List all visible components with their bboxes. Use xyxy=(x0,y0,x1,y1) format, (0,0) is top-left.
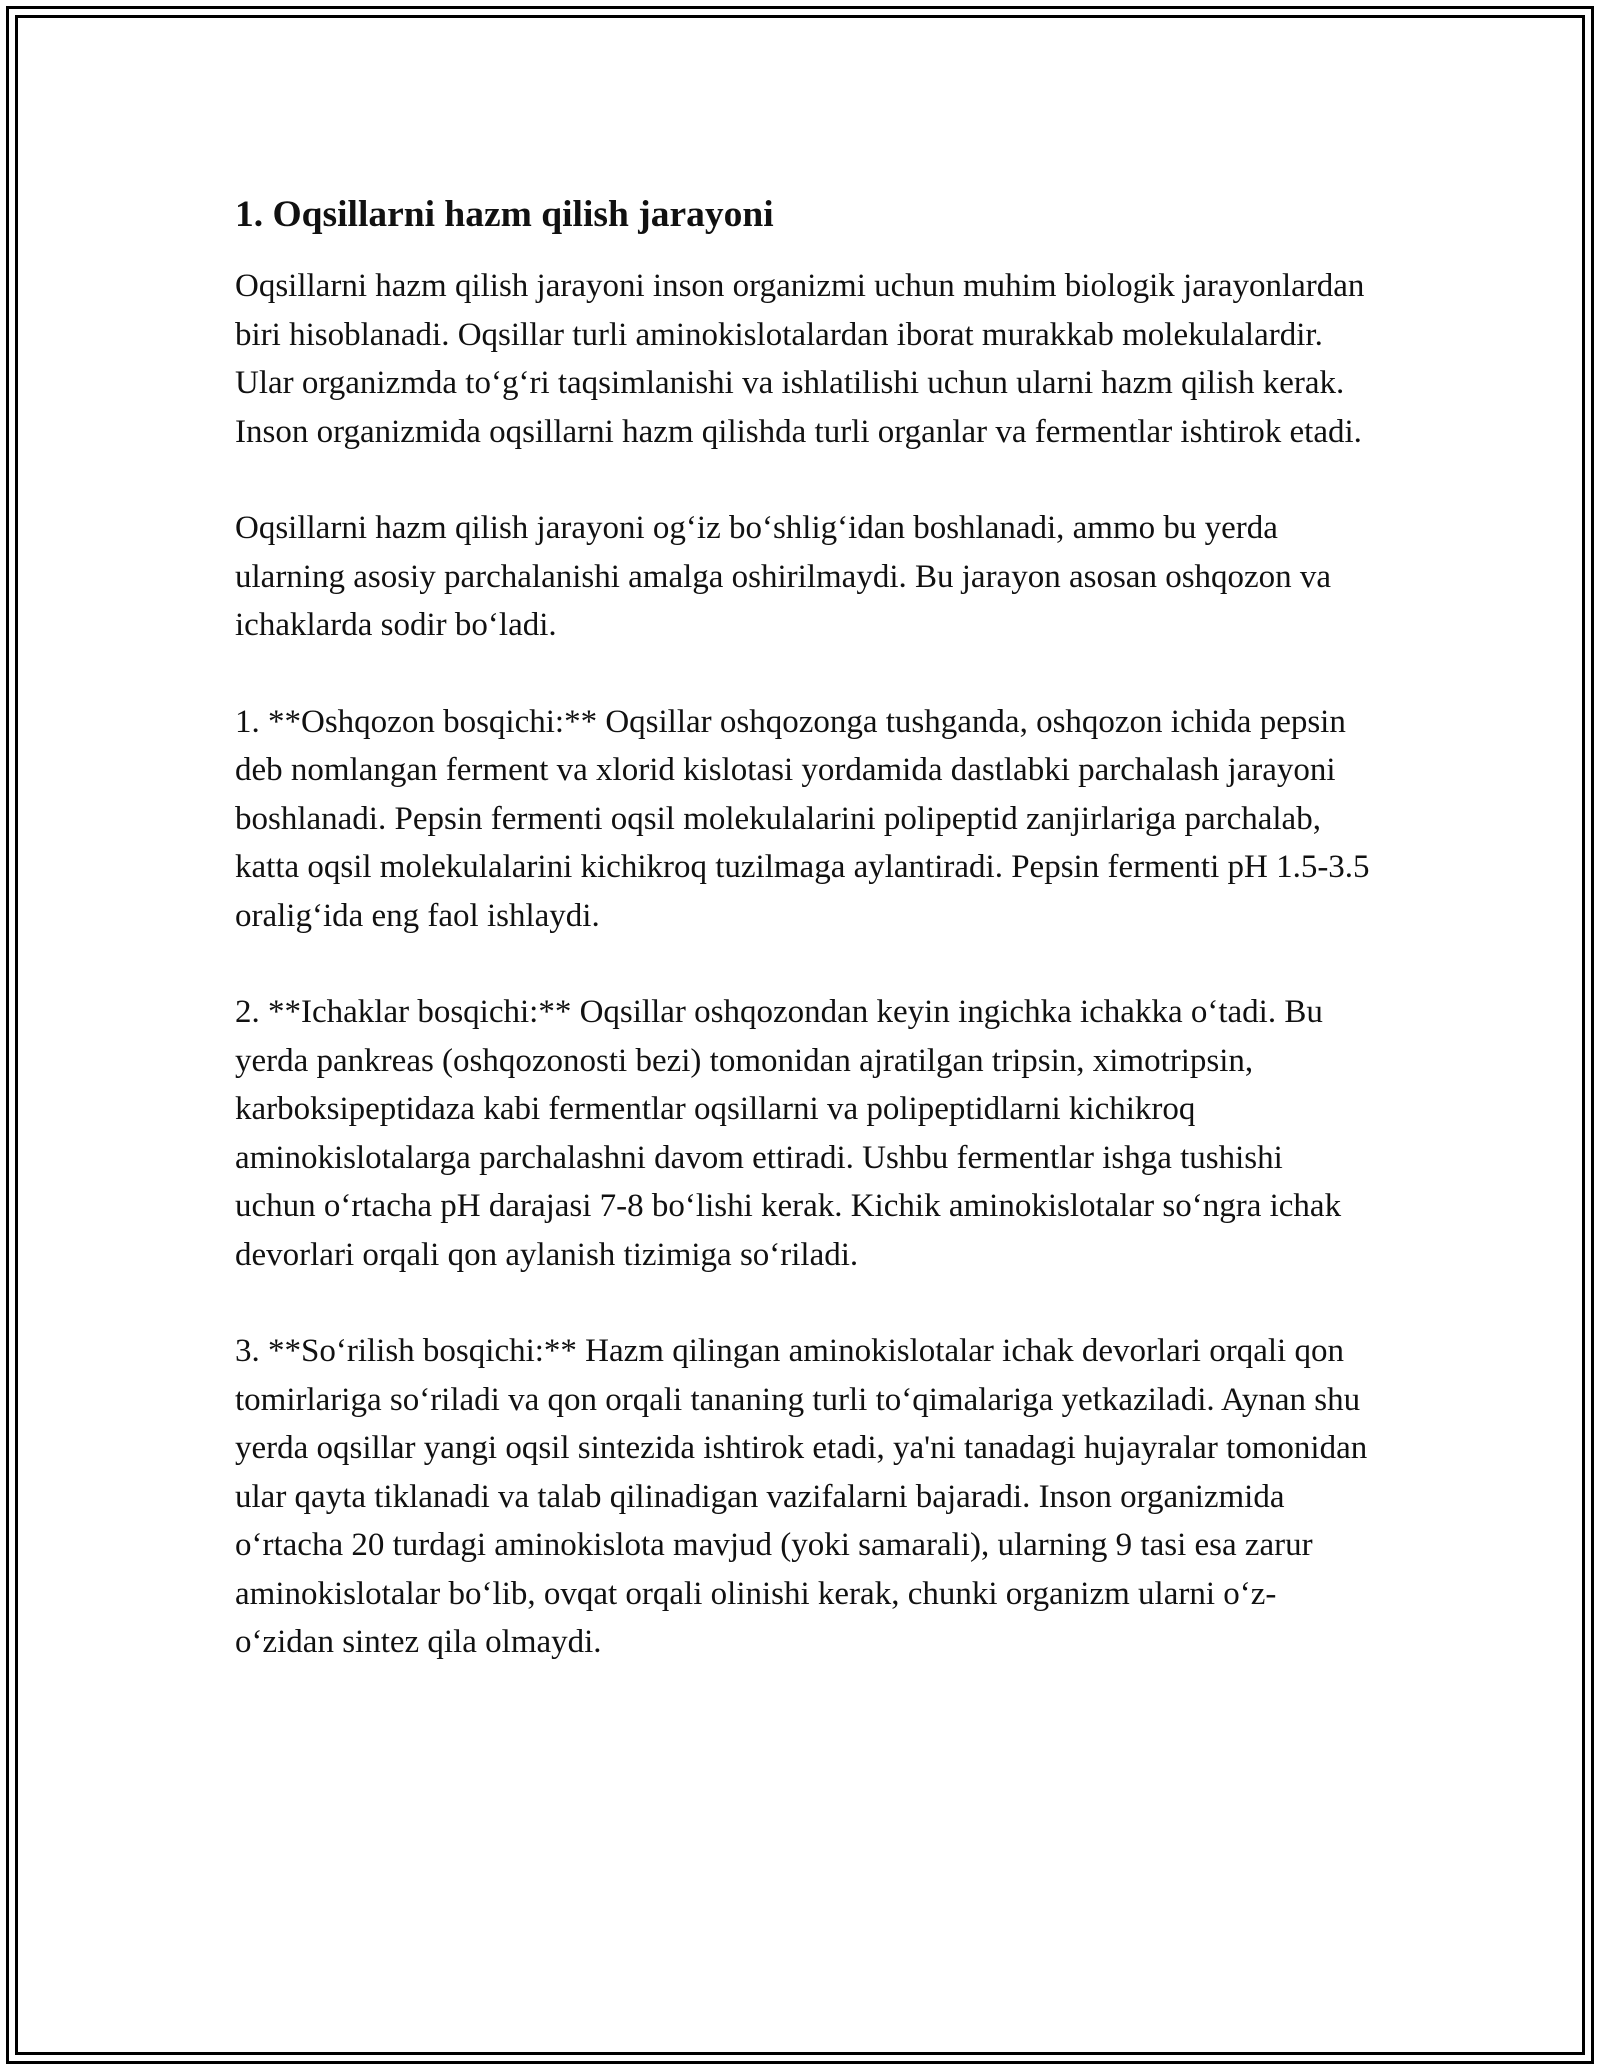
paragraph-intestine-stage: 2. **Ichaklar bosqichi:** Oqsillar oshqozondan keyin ingichka ichakka o‘tadi. Bu yerda pankreas (oshqozonosti bezi) tomonidan ajratilgan tripsin, ximotripsin, karboksipeptidaza kabi fermentlar oqsillarni va polipeptidlarni kichikroq aminokislotalarga parchalashni davom ettiradi. Ushbu fermentlar ishga tushishi uchun o‘rtacha pH darajasi 7-8 bo‘lishi kerak. Kichik aminokislotalar so‘ngra ichak devorlari orqali qon aylanish tizimiga so‘riladi. xyxy=(235,994,1342,1273)
paragraph-absorption-stage: 3. **So‘rilish bosqichi:** Hazm qilingan aminokislotalar ichak devorlari orqali qon tomirlariga so‘riladi va qon orqali tananing turli to‘qimalariga yetkaziladi. Aynan shu yerda oqsillar yangi oqsil sintezida ishtirok etadi, ya'ni tanadagi hujayralar tomonidan ular qayta tiklanadi va talab qilinadigan vazifalarni bajaradi. Inson organizmida o‘rtacha 20 turdagi aminokislota mavjud (yoki samarali), ularning 9 tasi esa zarur aminokislotalar bo‘lib, ovqat orqali olinishi kerak, chunki organizm ularni o‘z-o‘zidan sintez qila olmaydi. xyxy=(235,1333,1368,1660)
paragraph-overview: Oqsillarni hazm qilish jarayoni og‘iz bo‘shlig‘idan boshlanadi, ammo bu yerda ularning asosiy parchalanishi amalga oshirilmaydi. Bu jarayon asosan oshqozon va ichaklarda sodir bo‘ladi. xyxy=(235,510,1332,643)
document-title: 1. Oqsillarni hazm qilish jarayoni xyxy=(235,194,774,235)
document-body xyxy=(235,186,1370,1667)
paragraph-intro: Oqsillarni hazm qilish jarayoni inson organizmi uchun muhim biologik jarayonlardan biri hisoblanadi. Oqsillar turli aminokislotalardan iborat murakkab molekulalardir. Ular organizmda to‘g‘ri taqsimlanishi va ishlatilishi uchun ularni hazm qilish kerak. Inson organizmida oqsillarni hazm qilishda turli organlar va fermentlar ishtirok etadi. xyxy=(235,268,1365,450)
paragraph-stomach-stage: 1. **Oshqozon bosqichi:** Oqsillar oshqozonga tushganda, oshqozon ichida pepsin deb nomlangan ferment va xlorid kislotasi yordamida dastlabki parchalash jarayoni boshlanadi. Pepsin fermenti oqsil molekulalarini polipeptid zanjirlariga parchalab, katta oqsil molekulalarini kichikroq tuzilmaga aylantiradi. Pepsin fermenti pH 1.5-3.5 oralig‘ida eng faol ishlaydi. xyxy=(235,703,1370,934)
